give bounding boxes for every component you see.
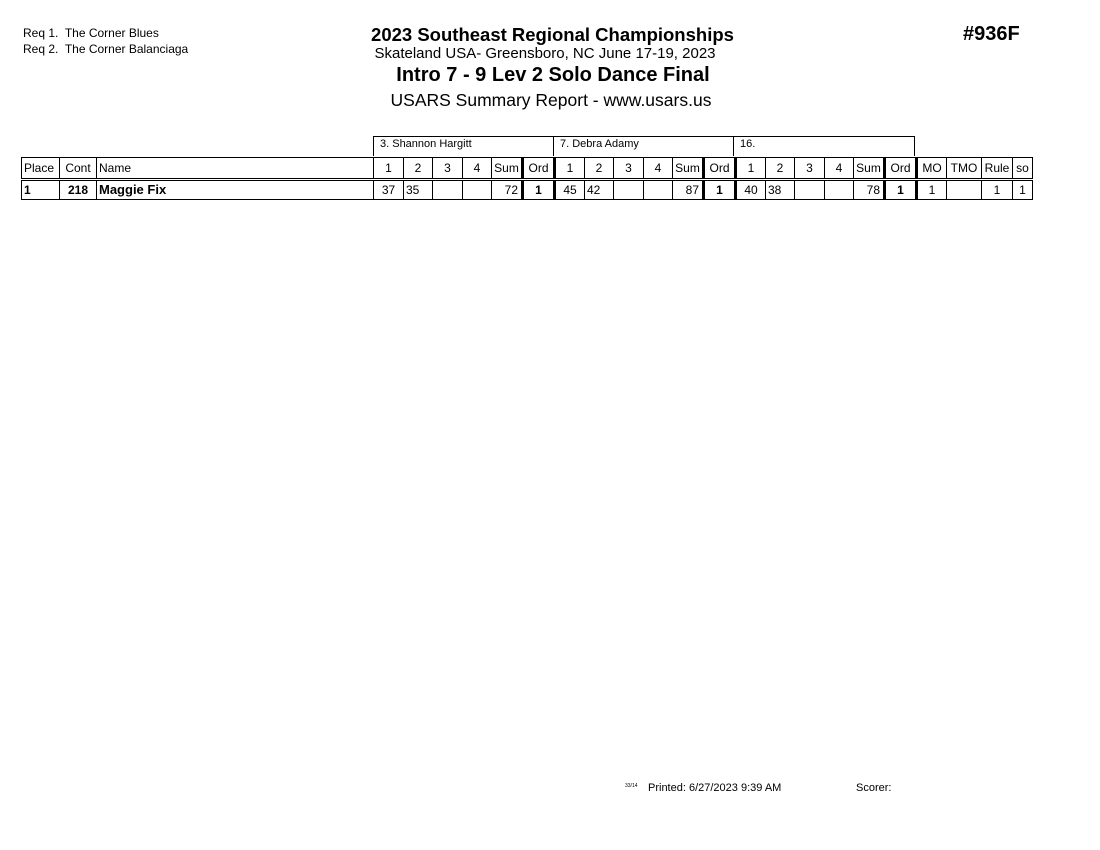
col-j2-4: 4 [644, 158, 673, 180]
event-code: #936F [963, 23, 1020, 45]
cell-j2-ord: 1 [704, 180, 736, 200]
cell-j2-2: 42 [585, 180, 614, 200]
table-row [22, 180, 1033, 200]
col-name: Name [97, 158, 374, 180]
cell-j1-ord: 1 [523, 180, 555, 200]
cell-j2-1: 45 [555, 180, 585, 200]
event-title: Intro 7 - 9 Lev 2 Solo Dance Final [396, 64, 710, 86]
col-j1-4: 4 [463, 158, 492, 180]
col-j3-sum: Sum [854, 158, 885, 180]
col-place: Place [22, 158, 60, 180]
cell-j1-2: 35 [404, 180, 433, 200]
cell-name: Maggie Fix [97, 180, 374, 200]
col-j1-sum: Sum [492, 158, 523, 180]
col-tmo: TMO [947, 158, 982, 180]
judge-1-header: 3. Shannon Hargitt [373, 136, 554, 156]
col-mo: MO [917, 158, 947, 180]
cell-j3-ord: 1 [885, 180, 917, 200]
column-header-row [22, 158, 1033, 180]
judge-3-header: 16. [733, 136, 915, 156]
cell-j1-sum: 72 [492, 180, 523, 200]
scorer-label: Scorer: [856, 782, 892, 794]
col-j3-ord: Ord [885, 158, 917, 180]
requirement-1-label: Req 1. [23, 26, 59, 40]
cell-j2-sum: 87 [673, 180, 704, 200]
report-title: USARS Summary Report - www.usars.us [390, 90, 712, 110]
col-j3-2: 2 [766, 158, 795, 180]
col-j2-2: 2 [585, 158, 614, 180]
cell-place: 1 [22, 180, 60, 200]
cell-j2-3 [614, 180, 644, 200]
cell-j3-4 [825, 180, 854, 200]
col-j1-1: 1 [374, 158, 404, 180]
cell-j3-1: 40 [736, 180, 766, 200]
col-cont: Cont [60, 158, 97, 180]
col-j2-3: 3 [614, 158, 644, 180]
venue-line: Skateland USA- Greensboro, NC June 17-19, 2023 [374, 45, 716, 62]
col-j2-ord: Ord [704, 158, 736, 180]
printed-timestamp: Printed: 6/27/2023 9:39 AM [648, 782, 782, 794]
cell-j3-sum: 78 [854, 180, 885, 200]
col-j1-ord: Ord [523, 158, 555, 180]
results-table [21, 157, 1033, 200]
col-j2-sum: Sum [673, 158, 704, 180]
cell-j1-1: 37 [374, 180, 404, 200]
requirement-2-label: Req 2. [23, 42, 59, 56]
requirement-2-value: The Corner Balanciaga [64, 42, 189, 56]
judge-2-header: 7. Debra Adamy [553, 136, 734, 156]
cell-j1-4 [463, 180, 492, 200]
col-j1-2: 2 [404, 158, 433, 180]
cell-so: 1 [1013, 180, 1033, 200]
cell-tmo [947, 180, 982, 200]
cell-j2-4 [644, 180, 673, 200]
cell-j3-3 [795, 180, 825, 200]
cell-j3-2: 38 [766, 180, 795, 200]
requirement-1-value: The Corner Blues [64, 26, 159, 40]
col-so: so [1013, 158, 1033, 180]
col-j3-1: 1 [736, 158, 766, 180]
cell-j1-3 [433, 180, 463, 200]
cell-cont: 218 [60, 180, 97, 200]
col-j3-3: 3 [795, 158, 825, 180]
cell-mo: 1 [917, 180, 947, 200]
cell-rule: 1 [982, 180, 1013, 200]
footer-code: 33/14 [625, 783, 638, 789]
col-j2-1: 1 [555, 158, 585, 180]
col-j1-3: 3 [433, 158, 463, 180]
col-j3-4: 4 [825, 158, 854, 180]
championship-title: 2023 Southeast Regional Championships [371, 24, 734, 45]
col-rule: Rule [982, 158, 1013, 180]
